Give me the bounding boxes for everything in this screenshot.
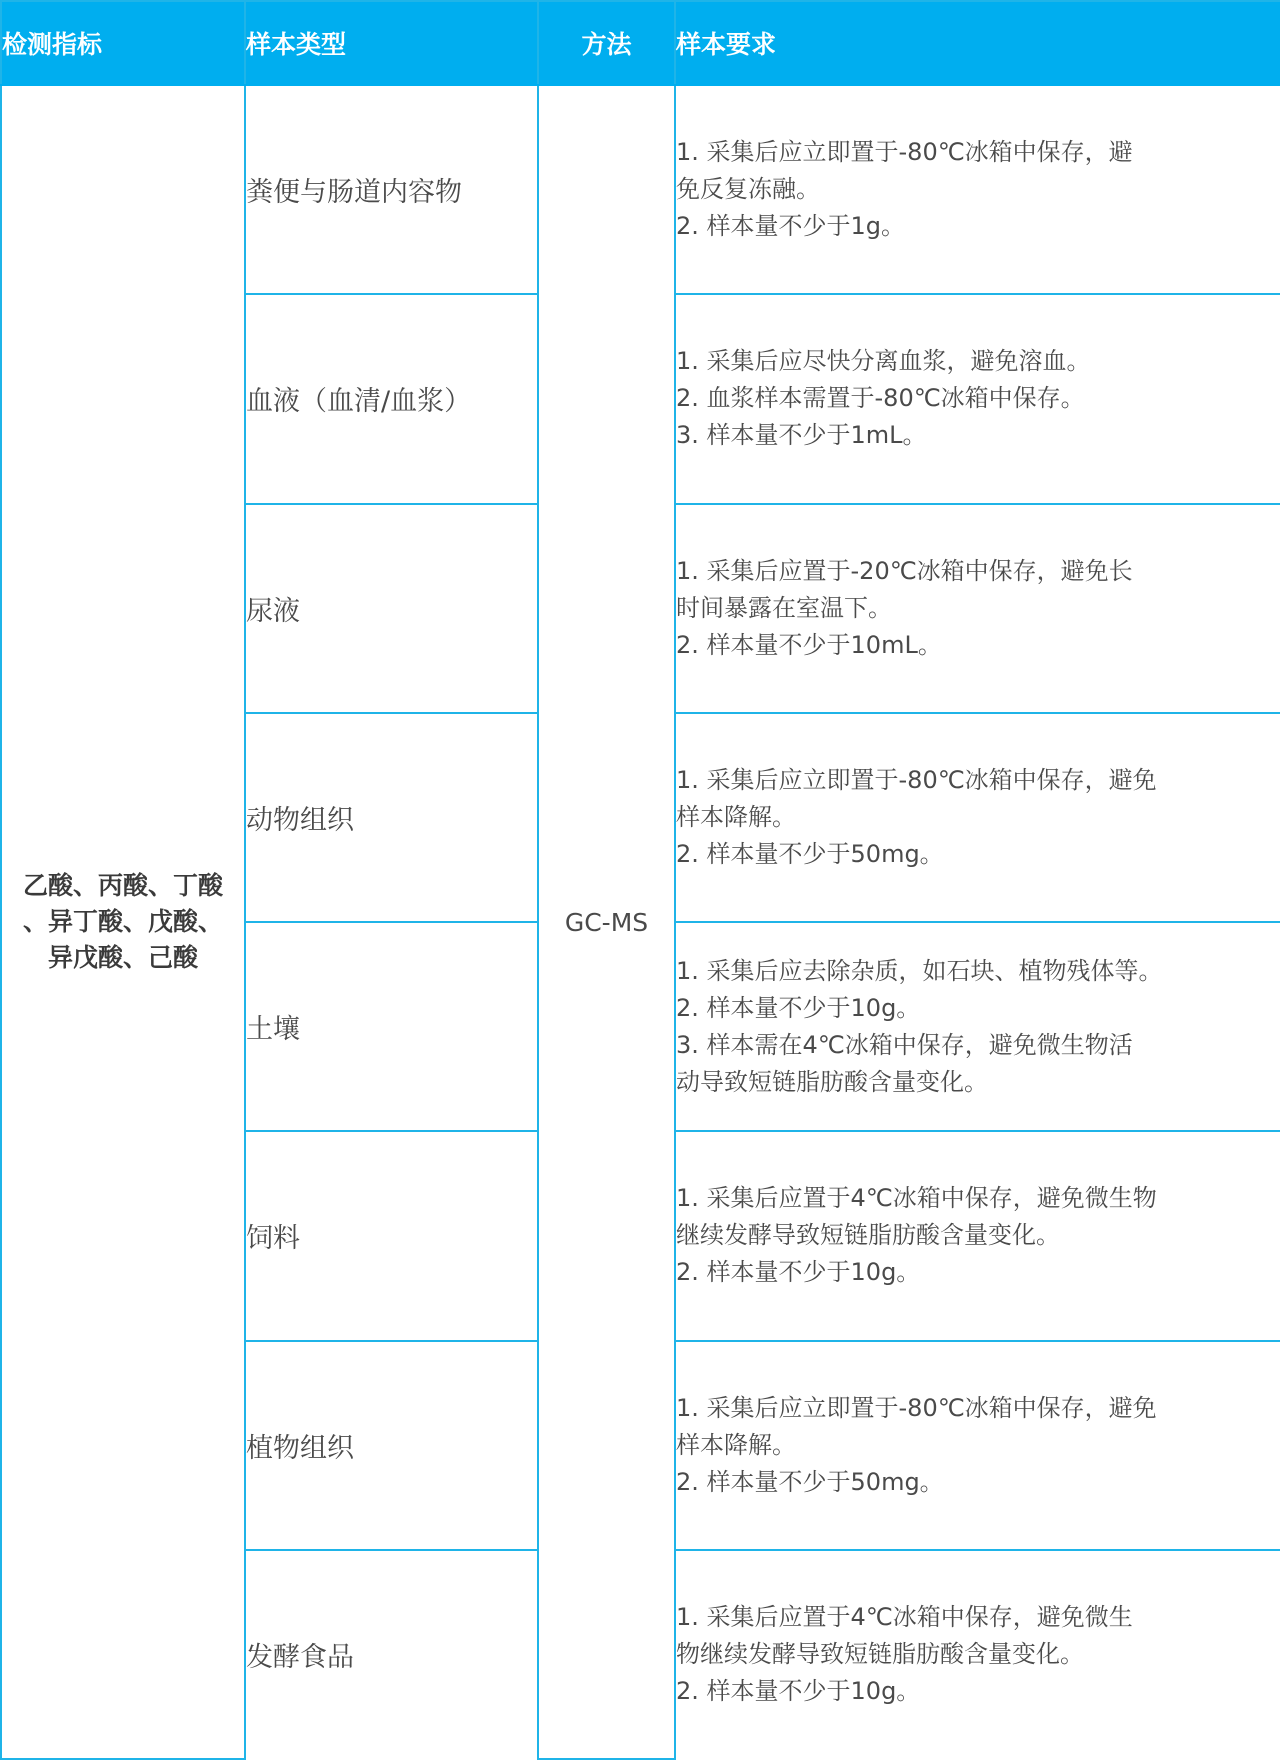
requirement-line: 2. 样本量不少于50mg。 xyxy=(676,839,944,868)
requirement-line: 2. 样本量不少于10mL。 xyxy=(676,630,942,659)
indicator-cell xyxy=(1,85,245,1759)
requirement-line: 3. 样本量不少于1mL。 xyxy=(676,421,927,450)
requirement-cell xyxy=(675,294,1280,503)
indicator-line: 异戊酸、己酸 xyxy=(47,943,198,972)
requirement-cell xyxy=(675,922,1280,1131)
sample-type-cell: 动物组织 xyxy=(245,713,538,922)
header-method: 方法 xyxy=(538,1,675,85)
header-sample-type: 样本类型 xyxy=(245,1,538,85)
requirement-line: 样本降解。 xyxy=(676,1430,796,1459)
requirement-line: 免反复冻融。 xyxy=(676,175,820,204)
requirement-cell xyxy=(675,1131,1280,1340)
requirement-line: 时间暴露在室温下。 xyxy=(676,593,892,622)
sample-type-cell: 发酵食品 xyxy=(245,1550,538,1759)
header-indicator: 检测指标 xyxy=(1,1,245,85)
indicator-line: 、异丁酸、戊酸、 xyxy=(22,907,223,936)
requirement-line: 1. 采集后应置于4℃冰箱中保存，避免微生 xyxy=(676,1603,1133,1632)
requirement-line: 动导致短链脂肪酸含量变化。 xyxy=(676,1067,988,1096)
requirement-line: 1. 采集后应立即置于-80℃冰箱中保存，避免 xyxy=(676,765,1157,794)
requirement-line: 1. 采集后应置于4℃冰箱中保存，避免微生物 xyxy=(676,1184,1157,1213)
requirement-line: 1. 采集后应置于-20℃冰箱中保存，避免长 xyxy=(676,556,1133,585)
table-header-row xyxy=(1,1,1280,85)
requirement-line: 1. 采集后应尽快分离血浆，避免溶血。 xyxy=(676,347,1091,376)
sample-type-cell: 粪便与肠道内容物 xyxy=(245,85,538,294)
requirement-line: 2. 样本量不少于10g。 xyxy=(676,1258,921,1287)
requirement-line: 1. 采集后应立即置于-80℃冰箱中保存，避 xyxy=(676,138,1133,167)
indicator-line: 乙酸、丙酸、丁酸 xyxy=(22,871,223,900)
requirement-line: 2. 样本量不少于1g。 xyxy=(676,212,906,241)
requirement-line: 2. 样本量不少于10g。 xyxy=(676,993,921,1022)
sample-type-cell: 尿液 xyxy=(245,504,538,713)
requirement-cell xyxy=(675,1341,1280,1550)
header-requirement: 样本要求 xyxy=(675,1,1280,85)
requirement-line: 继续发酵导致短链脂肪酸含量变化。 xyxy=(676,1221,1060,1250)
sample-type-cell: 植物组织 xyxy=(245,1341,538,1550)
requirement-line: 3. 样本需在4℃冰箱中保存，避免微生物活 xyxy=(676,1030,1133,1059)
requirement-line: 物继续发酵导致短链脂肪酸含量变化。 xyxy=(676,1640,1084,1669)
requirement-cell xyxy=(675,504,1280,713)
table-row xyxy=(1,85,1280,294)
requirement-line: 1. 采集后应去除杂质，如石块、植物残体等。 xyxy=(676,956,1163,985)
method-cell: GC-MS xyxy=(538,85,675,1759)
requirement-cell xyxy=(675,85,1280,294)
requirement-line: 1. 采集后应立即置于-80℃冰箱中保存，避免 xyxy=(676,1393,1157,1422)
sample-type-cell: 血液（血清/血浆） xyxy=(245,294,538,503)
requirement-cell xyxy=(675,713,1280,922)
requirement-line: 2. 样本量不少于10g。 xyxy=(676,1677,921,1706)
requirement-line: 2. 样本量不少于50mg。 xyxy=(676,1467,944,1496)
requirement-line: 2. 血浆样本需置于-80℃冰箱中保存。 xyxy=(676,384,1085,413)
requirement-cell xyxy=(675,1550,1280,1759)
sample-type-cell: 饲料 xyxy=(245,1131,538,1340)
requirement-line: 样本降解。 xyxy=(676,802,796,831)
sample-type-cell: 土壤 xyxy=(245,922,538,1131)
